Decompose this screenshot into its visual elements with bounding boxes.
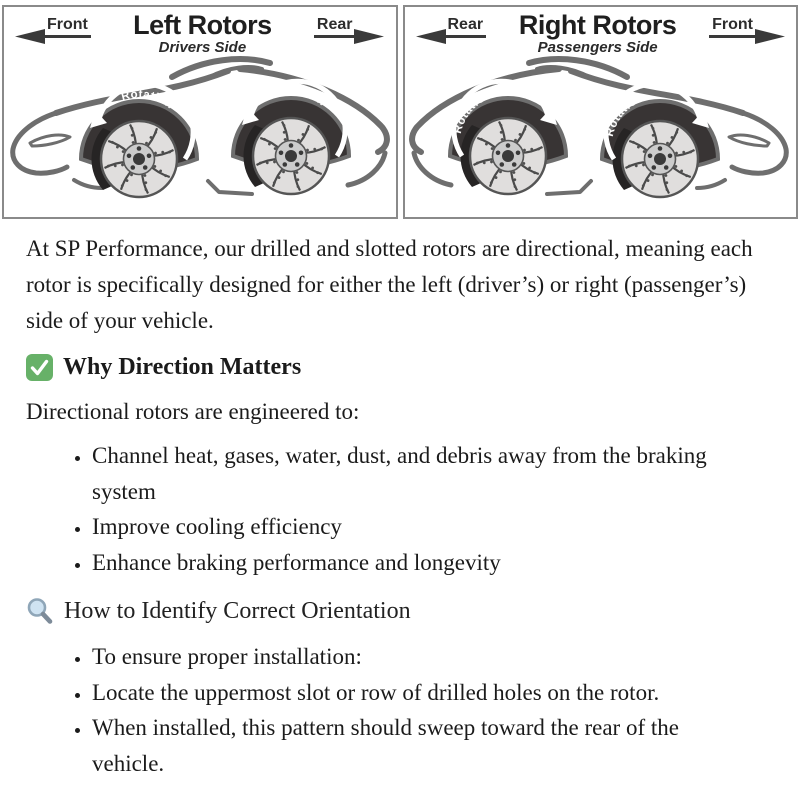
front-label-text: Front (47, 16, 88, 33)
arrow-right-icon (755, 28, 785, 45)
lead-sentence: Directional rotors are engineered to: (26, 399, 360, 424)
list-item: • When installed, this pattern should sweep toward the rear of the vehicle. (92, 710, 737, 781)
panel-subtitle: Passengers Side (537, 39, 658, 56)
right-rotors-panel (403, 5, 799, 219)
left-panel-header (4, 7, 396, 56)
list-item: • Improve cooling efficiency (92, 509, 737, 545)
heading-text: Why Direction Matters (63, 354, 302, 380)
right-panel-title-block (519, 12, 676, 55)
rear-label-text: Rear (316, 16, 353, 33)
arrow-right-icon (354, 28, 384, 45)
panel-title: Right Rotors (518, 10, 677, 40)
right-car-drawing (405, 53, 797, 217)
panel-subtitle: Drivers Side (158, 39, 247, 56)
rotation-arrow-cw (443, 77, 573, 207)
rotation-label: Rotation (120, 88, 176, 112)
list-item: • Enhance braking performance and longevity (92, 545, 737, 581)
front-direction-label (44, 16, 91, 38)
list-item: • Channel heat, gases, water, dust, and debris away from the braking system (92, 438, 737, 509)
front-direction-label (709, 16, 756, 38)
intro-paragraph: At SP Performance, our drilled and slotted rotors are directional, meaning each rotor is specifically designed for either the left (driver’s) or right (passenger’s) side of your vehicle. (26, 236, 753, 333)
right-panel-header (405, 7, 797, 56)
section-heading-why-direction-matters (26, 354, 774, 381)
benefits-list (26, 438, 774, 580)
list-item: • To ensure proper installation: (92, 639, 737, 675)
rear-direction-label (314, 16, 356, 38)
list-item: • Locate the uppermost slot or row of drilled holes on the rotor. (92, 675, 737, 711)
rotation-label: Rotation (272, 85, 328, 109)
rear-label-text: Rear (447, 16, 484, 33)
magnifying-glass-emoji-icon (26, 597, 54, 625)
left-panel-title-block (133, 12, 272, 55)
rotor-direction-figure (0, 0, 800, 219)
article-body (0, 231, 800, 781)
rotation-label: Rotation (603, 91, 646, 138)
section-heading-identify-orientation (26, 597, 774, 625)
arrow-left-icon (15, 28, 45, 45)
installation-steps-list (26, 639, 774, 781)
rear-direction-label (445, 16, 487, 38)
heading-text: How to Identify Correct Orientation (64, 597, 411, 624)
arrow-left-icon (416, 28, 446, 45)
left-car-drawing (4, 53, 396, 217)
left-rotors-panel (2, 5, 398, 219)
check-mark-emoji-icon (26, 354, 53, 381)
rotation-label: Rotation (451, 88, 494, 135)
rotation-arrow-ccw (226, 77, 356, 207)
rotation-arrow-ccw (74, 80, 204, 210)
panel-title: Left Rotors (133, 10, 272, 40)
rotation-arrow-cw (595, 80, 725, 210)
front-label-text: Front (712, 16, 753, 33)
